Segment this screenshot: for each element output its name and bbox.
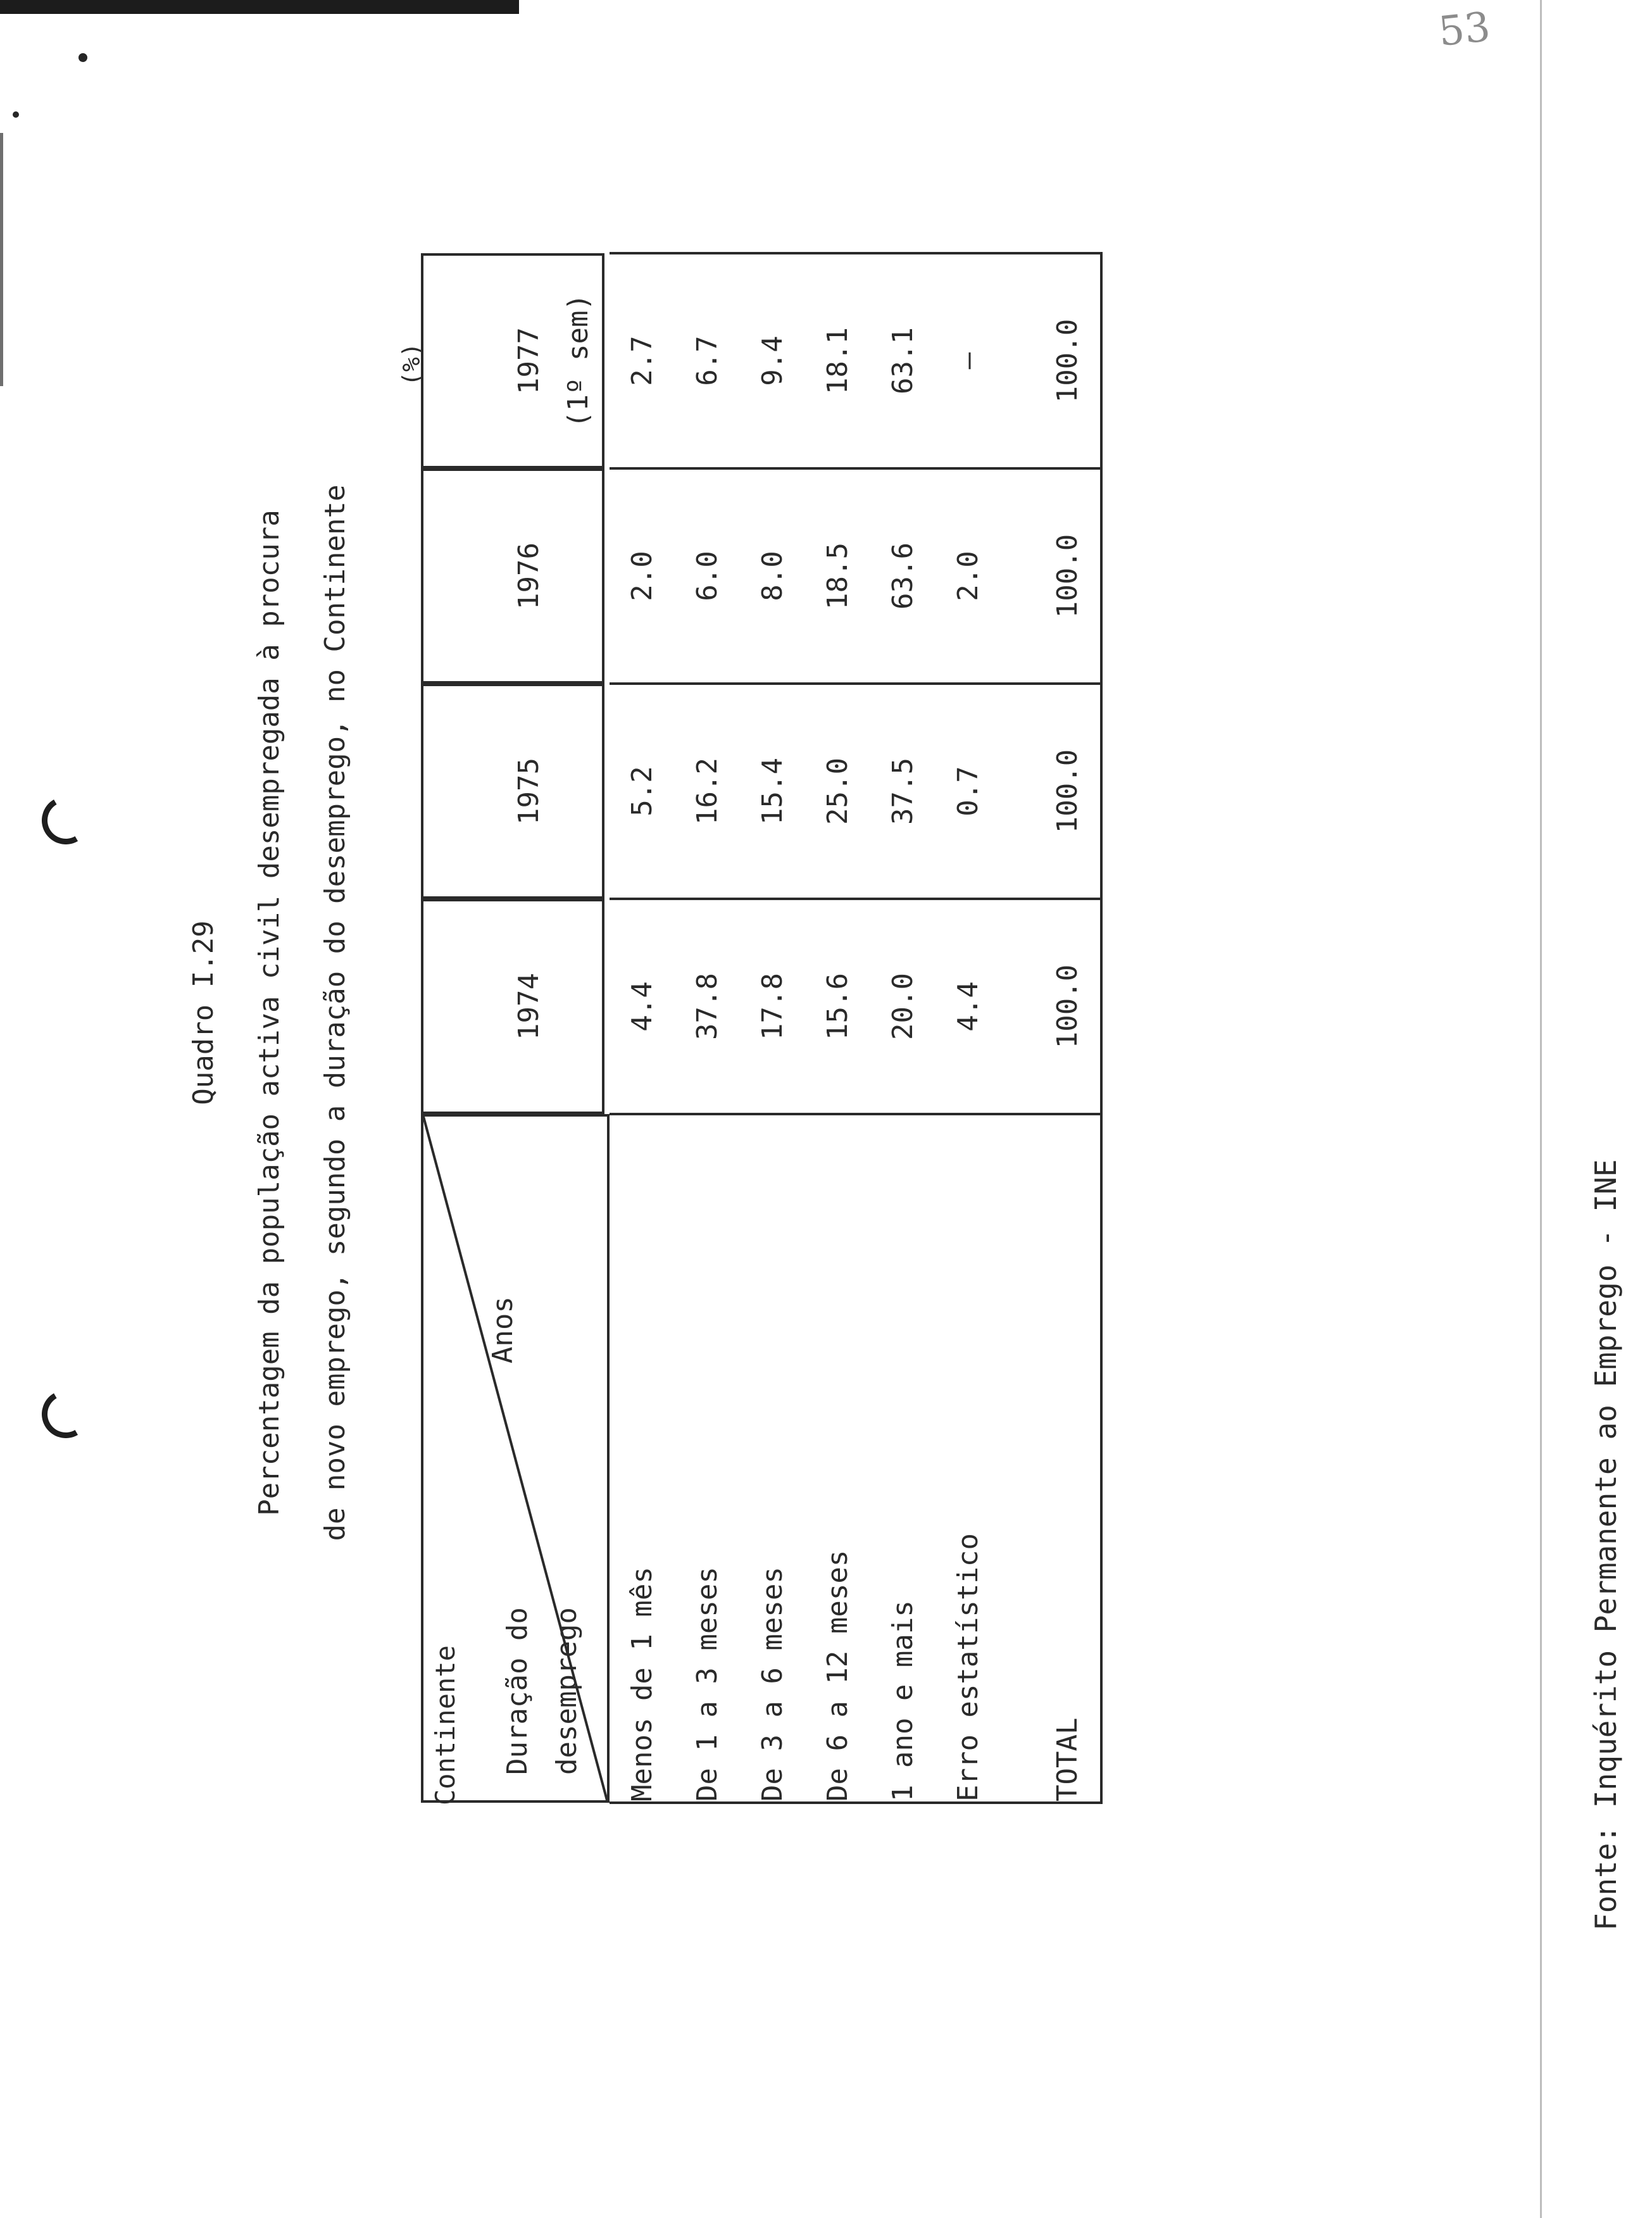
- year-header-1977: [421, 253, 610, 468]
- year-label: 1976: [513, 542, 545, 610]
- value-cell: 15.6: [822, 973, 854, 1040]
- landscape-table-page: [133, 95, 1652, 1931]
- table-code: Quadro I.29: [187, 920, 220, 1105]
- value-cell: 37.8: [691, 973, 723, 1040]
- value-cell: 2.7: [626, 335, 658, 386]
- row-header-label: [493, 1607, 592, 1775]
- row-label: Menos de 1 mês: [626, 1567, 658, 1801]
- value-cell: 9.4: [756, 335, 789, 386]
- row-header-line-2: desemprego: [551, 1607, 583, 1775]
- value-cell: 4.4: [626, 981, 658, 1032]
- value-cell: 5.2: [626, 766, 658, 817]
- year-header-1974: [421, 899, 610, 1114]
- title-block: [171, 95, 368, 1931]
- value-cell: 2.0: [952, 551, 984, 601]
- values-1976-cell: [610, 468, 1101, 684]
- body-row: [610, 253, 1101, 1803]
- value-cell: 6.0: [691, 551, 723, 601]
- value-cell: 8.0: [756, 551, 789, 601]
- value-cell: –: [952, 352, 984, 370]
- year-sublabel: (1º sem): [562, 294, 594, 428]
- value-cell: 16.2: [691, 758, 723, 825]
- total-label: TOTAL: [1051, 1717, 1084, 1801]
- value-cell: 18.5: [822, 542, 854, 610]
- value-cell: 0.7: [952, 766, 984, 817]
- year-label: 1974: [513, 973, 545, 1040]
- value-cell: 20.0: [887, 973, 919, 1040]
- values-1974-cell: [610, 899, 1101, 1114]
- value-cell: 18.1: [822, 327, 854, 394]
- value-cell: 15.4: [756, 758, 789, 825]
- unit-label: (%): [397, 342, 425, 386]
- duration-labels-cell: [610, 1114, 1101, 1803]
- row-header-line-1: Duração do: [501, 1607, 534, 1775]
- title-line-2: de novo emprego, segundo a duração do desemprego, no Continente: [319, 484, 351, 1541]
- value-cell: 17.8: [756, 973, 789, 1040]
- column-header-label: Anos: [487, 1296, 519, 1363]
- header-row: [421, 253, 610, 1803]
- row-label: 1 ano e mais: [887, 1600, 919, 1801]
- total-value: 100.0: [1051, 318, 1084, 403]
- row-label: Erro estatístico: [952, 1533, 984, 1801]
- corner-header-cell: [421, 1114, 610, 1803]
- value-cell: 63.1: [887, 327, 919, 394]
- row-label: De 6 a 12 meses: [822, 1550, 854, 1801]
- total-value: 100.0: [1051, 534, 1084, 618]
- row-label: De 1 a 3 meses: [691, 1567, 723, 1801]
- value-cell: 2.0: [626, 551, 658, 601]
- value-cell: 6.7: [691, 335, 723, 386]
- title-line-1: Percentagem da população activa civil desempregada à procura: [253, 510, 285, 1516]
- total-value: 100.0: [1051, 749, 1084, 834]
- value-cell: 4.4: [952, 981, 984, 1032]
- source-note: Fonte: Inquérito Permanente ao Emprego - INE: [1589, 1159, 1623, 1931]
- year-label: 1975: [513, 758, 545, 825]
- year-header-1975: [421, 684, 610, 899]
- total-value: 100.0: [1051, 964, 1084, 1049]
- value-cell: 63.6: [887, 542, 919, 610]
- values-1975-cell: [610, 684, 1101, 899]
- value-cell: 25.0: [822, 758, 854, 825]
- row-label: De 3 a 6 meses: [756, 1567, 789, 1801]
- year-label: 1977: [513, 327, 545, 394]
- page-number: 53: [1436, 3, 1492, 56]
- values-1977-cell: [610, 253, 1101, 468]
- region-label: Continente: [430, 1645, 461, 1805]
- year-header-1976: [421, 468, 610, 684]
- unemployment-duration-table: [421, 252, 1103, 1804]
- value-cell: 37.5: [887, 758, 919, 825]
